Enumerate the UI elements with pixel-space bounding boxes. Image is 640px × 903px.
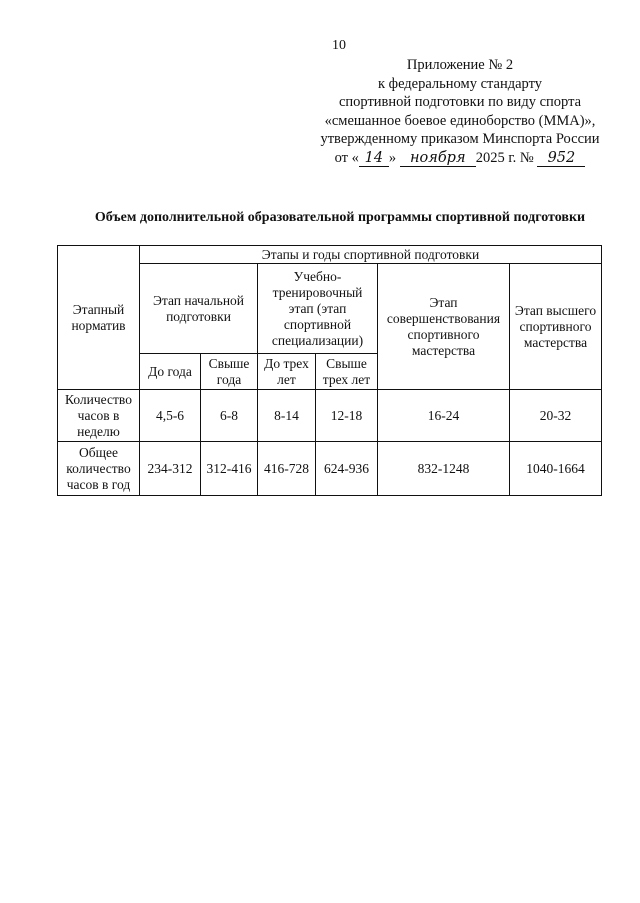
- handwritten-month: ноября: [400, 150, 476, 167]
- table-row: [58, 390, 602, 442]
- table-cell: 6-8: [201, 390, 258, 442]
- handwritten-day: 14: [359, 150, 389, 167]
- header-stage-training: Учебно-тренировочный этап (этап спортивной специализации): [258, 264, 378, 354]
- table-cell: 832-1248: [378, 442, 510, 496]
- table-cell: 312-416: [201, 442, 258, 496]
- order-date-line: [300, 149, 620, 168]
- table-cell: 416-728: [258, 442, 316, 496]
- subheader-over-three: Свыше трех лет: [316, 354, 378, 390]
- program-volume-table: [57, 245, 602, 496]
- subheader-up-to-year: До года: [140, 354, 201, 390]
- header-stage-higher: Этап высшего спортивного мастерства: [510, 264, 602, 390]
- table-cell: 16-24: [378, 390, 510, 442]
- document-title: Объем дополнительной образовательной программы спортивной подготовки: [94, 210, 586, 225]
- page-number: 10: [332, 38, 346, 53]
- date-quote-close: »: [388, 149, 397, 166]
- subheader-over-year: Свыше года: [201, 354, 258, 390]
- table-cell: 4,5-6: [140, 390, 201, 442]
- subheader-up-to-three: До трех лет: [258, 354, 316, 390]
- table-cell: 8-14: [258, 390, 316, 442]
- row-label: Количество часов в неделю: [58, 390, 140, 442]
- header-normative: Этапный норматив: [58, 246, 140, 390]
- date-year: 2025 г. №: [475, 149, 534, 166]
- table-row: [58, 442, 602, 496]
- header-stage-improvement: Этап совершенствования спортивного мастерства: [378, 264, 510, 390]
- appendix-line: «смешанное боевое единоборство (ММА)»,: [324, 112, 596, 129]
- table-cell: 234-312: [140, 442, 201, 496]
- appendix-line: спортивной подготовки по виду спорта: [338, 94, 582, 110]
- header-stages-group: Этапы и годы спортивной подготовки: [140, 246, 602, 264]
- table-cell: 20-32: [510, 390, 602, 442]
- appendix-line: Приложение № 2: [406, 57, 514, 73]
- appendix-line: утвержденному приказом Минспорта России: [320, 131, 600, 147]
- handwritten-order-number: 952: [537, 150, 585, 167]
- appendix-header: [300, 56, 620, 167]
- header-stage-initial: Этап начальной подготовки: [140, 264, 258, 354]
- date-prefix: от «: [334, 149, 359, 166]
- table-cell: 624-936: [316, 442, 378, 496]
- row-label: Общее количество часов в год: [58, 442, 140, 496]
- table-cell: 1040-1664: [510, 442, 602, 496]
- appendix-line: к федеральному стандарту: [378, 75, 542, 92]
- table-cell: 12-18: [316, 390, 378, 442]
